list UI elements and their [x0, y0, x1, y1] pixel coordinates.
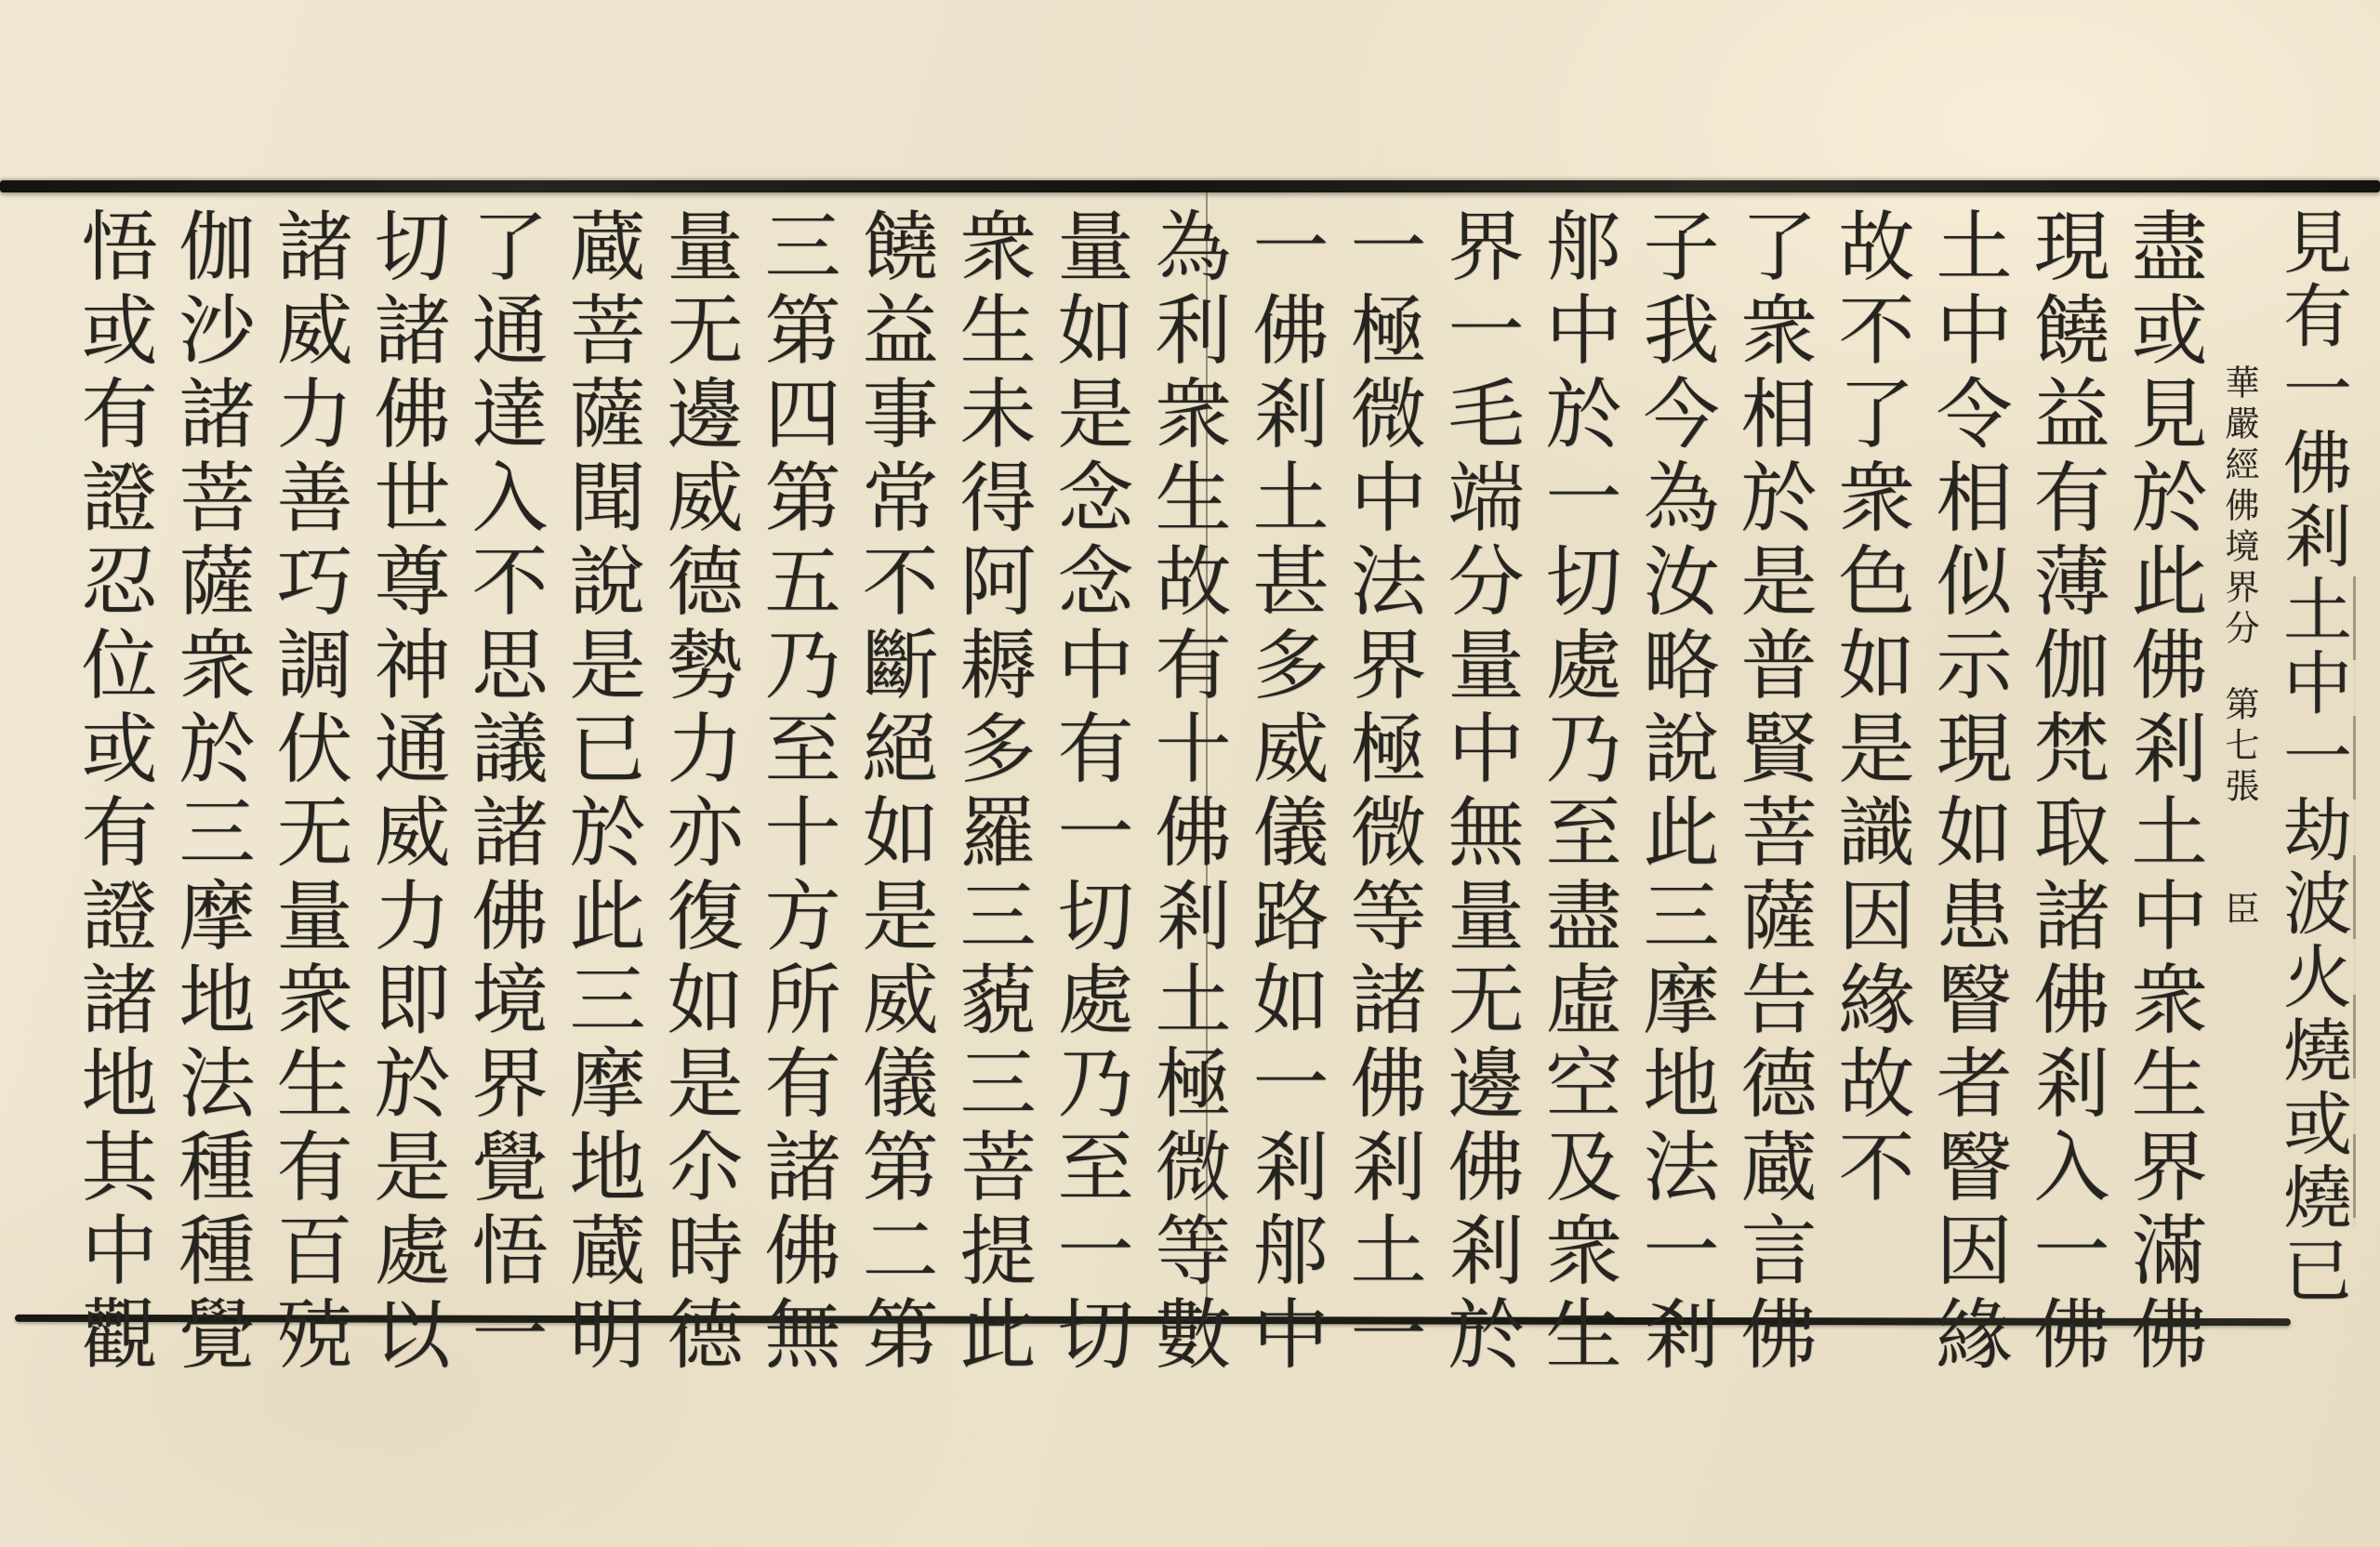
sutra-text-block — [0, 206, 2380, 1378]
sutra-text-column: 量如是念念中有一切處乃至一切 — [1045, 206, 1133, 1378]
sutra-text-column: 界一毛端分量中無量无邊佛剎於 — [1435, 206, 1524, 1378]
sutra-text-column: 衆生未得阿耨多羅三藐三菩提此 — [947, 206, 1036, 1378]
sutra-title-annotation: 華嚴經佛境界分 — [2219, 364, 2259, 651]
sutra-text-column: 一佛剎土甚多威儀路如一剎郍中 — [1240, 206, 1329, 1378]
sutra-text-column: 饒益事常不斷絕如是威儀第二第 — [850, 206, 938, 1378]
sutra-text-column: 了衆相於是普賢菩薩告德蔵言佛 — [1728, 206, 1817, 1378]
sutra-text-column: 了通達入不思議諸佛境界覺悟一 — [459, 206, 548, 1378]
sheet-number-annotation: 第七張 — [2219, 686, 2259, 809]
sutra-text-column: 一極微中法界極微等諸佛剎土一 — [1338, 206, 1426, 1378]
sutra-text-column: 伽沙諸菩薩衆於三摩地法種種覺 — [166, 206, 255, 1378]
sutra-text-column: 三第四第五乃至十方所有諸佛無 — [752, 206, 840, 1378]
sutra-text-column: 悟或有證忍位或有證諸地其中觀 — [69, 206, 157, 1378]
collator-mark: 臣 — [2219, 891, 2259, 932]
annotation-column — [2219, 206, 2259, 932]
sutra-text-column: 土中令相似示現如患瞖者瞖因緣 — [1924, 206, 2012, 1378]
sutra-text-column: 現饒益有薄伽梵取諸佛剎入一佛 — [2021, 206, 2109, 1378]
sutra-text-column: 量无邊威德勢力亦復如是尒時德 — [654, 206, 743, 1378]
sutra-text-column: 盡或見於此佛剎土中衆生界滿佛 — [2119, 206, 2207, 1378]
top-rule-line — [0, 180, 2380, 192]
sutra-text-column: 為利衆生故有十佛剎土極微等數 — [1143, 206, 1231, 1378]
sutra-text-column: 郍中於一切處乃至盡虛空及衆生 — [1533, 206, 1621, 1378]
sutra-text-column: 切諸佛世尊神通威力即於是處以 — [362, 206, 450, 1378]
sutra-text-column: 蔵菩薩聞說是已於此三摩地蔵明 — [557, 206, 645, 1378]
sutra-text-column: 子我今為汝略說此三摩地法一剎 — [1631, 206, 1719, 1378]
sutra-text-column: 故不了衆色如是識因緣故不 — [1826, 206, 1914, 1210]
sutra-text-column: 諸威力善巧調伏无量衆生有百殑 — [264, 206, 352, 1378]
sutra-text-column: 見有一佛剎土中一劫波火燒或燒已 — [2272, 206, 2352, 1308]
